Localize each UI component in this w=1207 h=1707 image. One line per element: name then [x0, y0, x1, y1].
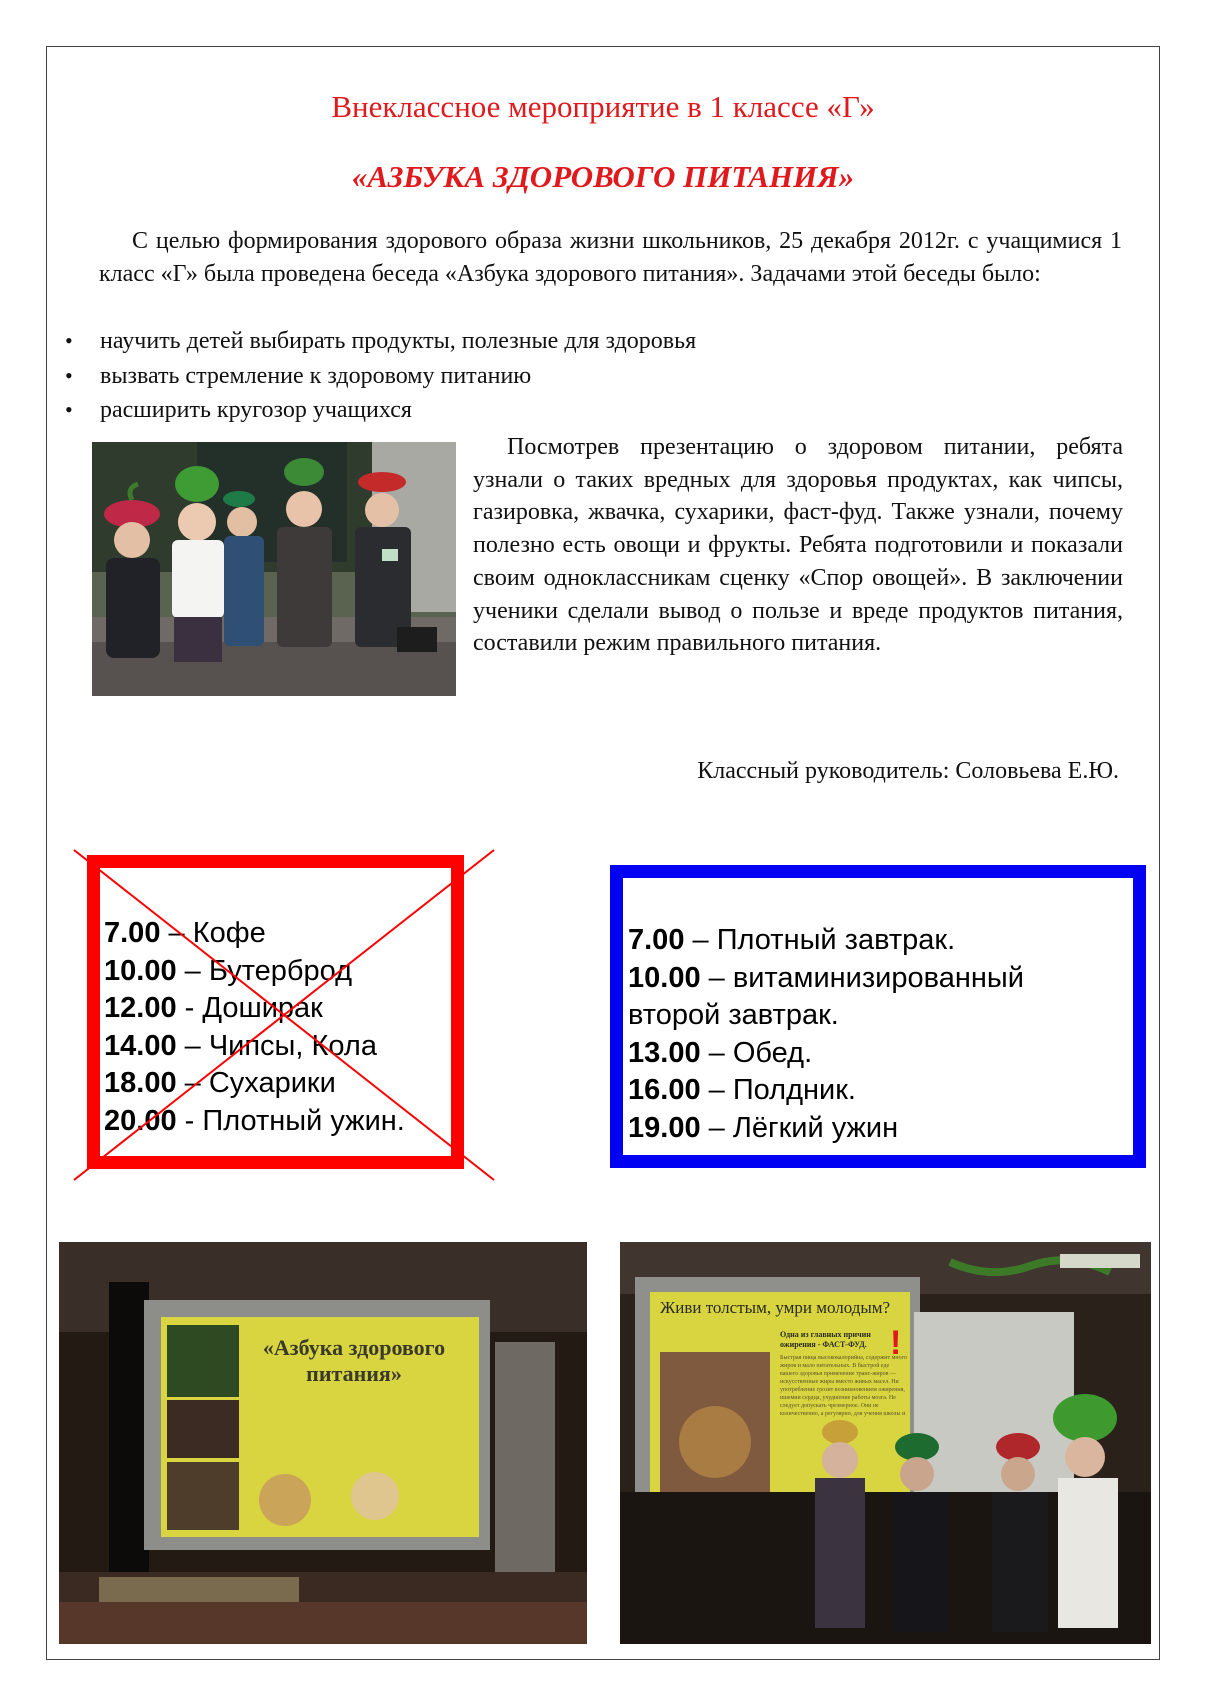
healthy-schedule [628, 922, 1098, 1147]
presentation-slide-photo [59, 1242, 587, 1644]
schedule-row: 7.00 – Плотный завтрак. [628, 924, 956, 956]
schedule-row: 10.00 – витаминизированный второй завтрак. [628, 961, 1024, 1031]
schedule-row: 14.00 – Чипсы, Кола [104, 1029, 377, 1062]
slide-title: Живи толстым, умри молодым? [660, 1298, 891, 1317]
fast-food-slide-photo [620, 1242, 1151, 1644]
tasks-list [55, 324, 1115, 428]
slide-title: «Азбука здорового питания» [262, 1335, 446, 1386]
intro-paragraph: С целью формирования здорового образа жизни школьников, 25 декабря 2012г. с учащимися 1 класс «Г» была проведена беседа «Азбука здорового питания». Задачами этой беседы было: [99, 228, 1122, 287]
schedule-row: 20.00 - Плотный ужин. [104, 1104, 405, 1137]
schedule-row: 18.00 – Сухарики [104, 1067, 336, 1099]
schedule-row: 16.00 – Полдник. [628, 1074, 856, 1106]
page-frame [46, 46, 1160, 1660]
signature: Классный руководитель: Соловьева Е.Ю. [697, 758, 1119, 784]
warning-icon: ! [890, 1324, 902, 1362]
schedule-row: 7.00 – Кофе [104, 917, 266, 949]
cross-out-icon [66, 845, 502, 1185]
schedule-row: 10.00 – Бутерброд [104, 954, 353, 987]
list-item: • расширить кругозор учащихся [55, 393, 1115, 428]
list-item: • вызвать стремление к здоровому питанию [55, 359, 1115, 394]
schedule-row: 13.00 – Обед. [628, 1036, 813, 1069]
event-title: «АЗБУКА ЗДОРОВОГО ПИТАНИЯ» [351, 159, 855, 194]
children-costume-photo [92, 442, 456, 696]
list-item: • научить детей выбирать продукты, полезные для здоровья [55, 324, 1115, 359]
summary-paragraph: Посмотрев презентацию о здоровом питании, ребята узнали о таких вредных для здоровья продуктах, как чипсы, газировка, жвачка, сухарики, фаст-фуд. Также узнали, почему полезно есть овощи и фрукты. Ребята подготовили и показали своим одноклассникам сценку «Спор овощей». В заключении ученики сделали вывод о пользе и вреде продуктов питания, составили режим правильного питания. [473, 434, 1123, 657]
slide-caption: Одна из главных причин ожирения - ФАСТ-ФУД. [780, 1330, 871, 1349]
schedule-row: 19.00 – Лёгкий ужин [628, 1111, 899, 1144]
schedule-row: 12.00 - Доширак [104, 992, 323, 1024]
slide-body-text: Быстрая пища высококалорийна, содержит много жиров и мало питательных. В быстрой еде вашего здоровья применение транс-жиров — искусственные жиры вместо живых масел. Ни употребление грозит возникновением ожирения, ишемии сердца, ухудшение работы мозга. Не следует допускать чрезмерное. Они не количественно, а регулярно, для учения школы и [780, 1355, 907, 1417]
event-subtitle: Внеклассное мероприятие в 1 классе «Г» [331, 89, 875, 124]
